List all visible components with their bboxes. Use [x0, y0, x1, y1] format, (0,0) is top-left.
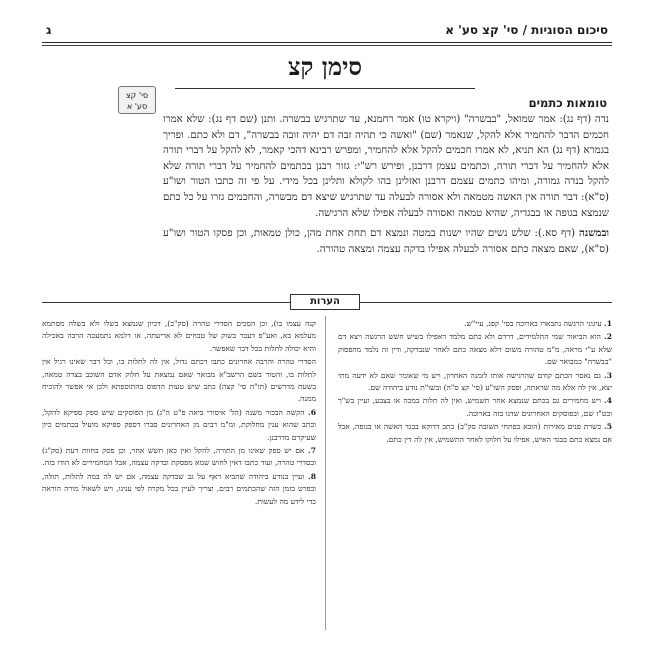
paragraph-lead: ובמשנה — [579, 227, 609, 240]
siman-title: סימן קצ — [287, 52, 363, 81]
footnote — [338, 395, 612, 420]
footnote-text: כשרת פנים מאירות (הובא בפתחי תשובה סק"ב) כתב דדוקא בבגד האשה או בגופה, אבל אם נמצא כתם בבגד האיש, אפילו על חלוקו לאחר התשמיש, אין לה דין כתם. — [338, 422, 612, 444]
footnote — [42, 356, 316, 406]
footnote-number: 7. — [308, 446, 316, 456]
footnote-text: הוא הביאור שמי התלמידים, דרדם ולא כתם מלמד דאפילו בשיש חשש הרגשה ויצא דם שלא ע"י מראה, מ"מ טהורה משום דלא מצאה כתם לאחר שנבדקה, ודין זה נלמד מהפסוק "בבשרה" כמבואר שם. — [338, 332, 612, 367]
footnote — [338, 370, 612, 395]
footnote-text: עיגוני הרגשה נתבארו בארוכה בסי' קפג, עיי"ש. — [464, 319, 602, 328]
footnote-text: הסדרי טהרה והרבה אחרונים כתבו דכתם גדול, אין לה לתלות בו, וכל דבר שאינו רגיל אין לתלות בו, והטור בשם הרשב"א מבואר שאם נמצאת על חלוק אדם השוכב בצדה טמאה, בשעת מדרשים (תו"ה סי' קצה) כתב שיש טעות הדפוס בהתוספתא ולכן אי אפשר להוכיח ממנה. — [42, 357, 316, 404]
margin-reference-tag: סי' קצ סע' א — [118, 86, 156, 114]
main-text — [163, 112, 609, 257]
footnote — [42, 407, 316, 444]
footnote — [42, 318, 316, 355]
running-title: סיכום הסוגיות / סי' קצ סע' א — [445, 23, 608, 37]
footnote — [42, 471, 316, 508]
footnote-text: ויש מחמירים גם בכתם שנמצא אחר תשמיש, ואין לה תלות במכה או בצבע, ועיין בש"ך ובט"ז שם, ובפוסקים האחרונים שדנו בזה בארוכה. — [338, 396, 612, 418]
footnote — [338, 421, 612, 446]
notes-column-left — [42, 318, 316, 630]
footnote-text: קנה עצמו בו), וכן הסכים הסדרי טהרה (סק"ב), דכיון שנמצא בשלו ולא בשלה מסתמא מעלמא בא, ואע"פ דעבר בשוק של טבחים לא אריעתה, או דלמא נתמעכה הרבה באכילה והיא יכולה לתלות בכל דבר שאפשר. — [42, 319, 316, 353]
page-number: ג — [46, 23, 52, 37]
footnote-number: 4. — [604, 396, 612, 406]
footnote-text: גם נאסר הכתם קודם שהרגישה אותו לזמנה האחרון, ויש מי שאומר שאם לא ידעה מתי יצא, אין לה אלא מה שראתה, ופסק השו"ע (סי' קצ ס"ה) ובשו"ת נודע ביהודה שם. — [338, 370, 612, 393]
title-rule — [175, 88, 475, 89]
paragraph-text: (דף סא.): שלש נשים שהיו ישנות במטה ונמצא דם תחת אחת מהן, כולן טמאות, וכן פסקו הטור ושו"ע (ס"א), שאם מצאה כתם אסורה לבעלה אפילו בדקה עצמה ומצאה טהורה. — [163, 228, 609, 255]
notes-column-right — [338, 318, 612, 630]
footnote-number: 3. — [604, 370, 612, 380]
footnote — [338, 318, 612, 330]
footnote-number: 1. — [604, 319, 612, 328]
header-rule-thin — [42, 45, 612, 46]
footnote-number: 5. — [604, 422, 612, 432]
section-heading: טומאות כתמים — [528, 96, 607, 110]
paragraph-text: נדה (דף נג): אמר שמואל, "בבשרה" (ויקרא טו) אמר רחמנא, עד שתרגיש בבשרה. ותנן (שם דף נג): שלא אמרו חכמים הדבר להחמיר אלא להקל, שנאמר (שם) "ואשה כי תהיה זבה דם יהיה זובה בבשרה", דם ולא כתם. ופריך בגמרא (דף נג) הא תניא, לא אמרו חכמים להקל אלא להחמיר, ומפרש רבינא דהכי קאמר, לא להקל על דברי תורה אלא להחמיר על דברי תורה, וכתמים עצמן דרבנן, ופירש רש"י: גזור רבנן בכתמים להחמיר על דברי תורה שלא להקל בנדה גמורה, ומיהו כתמים עצמם דרבנן ואזלינן בהו לקולא ותלינן בכל מידי. על פי זה כתבו הטור ושו"ע (ס"א): דבר תורה אין האשה מטמאה ולא אסורה לבעלה עד שתרגיש שיצא דם מבשרה, והחכמים גזרו על כל כתם שנמצא בגופה או בבגדיה, שהיא טמאה ואסורה לבעלה אפילו שלא הרגישה. — [163, 114, 609, 219]
footnote — [338, 331, 612, 368]
footnote-number: 6. — [308, 407, 316, 417]
main-paragraph — [163, 112, 609, 221]
main-paragraph — [163, 226, 609, 257]
footnote-text: הקשה הבכור משנה (הל' איסורי ביאה פ"ט ה"ג) מן הפוסקים שיש ספק ספיקא להקל, וכתב שהוא ענין מחלוקת, ומ"מ רבים מן האחרונים סברו דספק ספיקא מועיל בכתמים כיון שעיקרם מדרבנן. — [42, 407, 316, 442]
footnote-number: 8. — [308, 471, 316, 481]
footnote — [42, 445, 316, 470]
footnote-number: 2. — [604, 332, 612, 342]
notes-label: הערות — [290, 294, 360, 310]
header-rule — [42, 42, 612, 43]
column-separator — [325, 316, 326, 630]
footnote-text: ועיין בנודע ביהודה שהביא דאף על גב שבדקה עצמה, אם יש לה במה לתלות, תולה, ובפרט בזמן הזה שהכתמים רבים, וצריך לעיין בכל מקרה לפי ענינו, ויש לשאול מורה הוראה כדי לידע מה לעשות. — [42, 471, 316, 506]
page-header — [42, 22, 612, 40]
footnote-text: אם יש ספק שאינו מן התורה, להקל ואין כאן חשש אחר, וכן פסק בחוות דעת (סק"ג) ובסדרי טהרה, ועוד כתבו דאין לחוש שמא מפסקת ובדקה עצמה, אבל המחמירים לא הודו בזה. — [42, 446, 316, 468]
